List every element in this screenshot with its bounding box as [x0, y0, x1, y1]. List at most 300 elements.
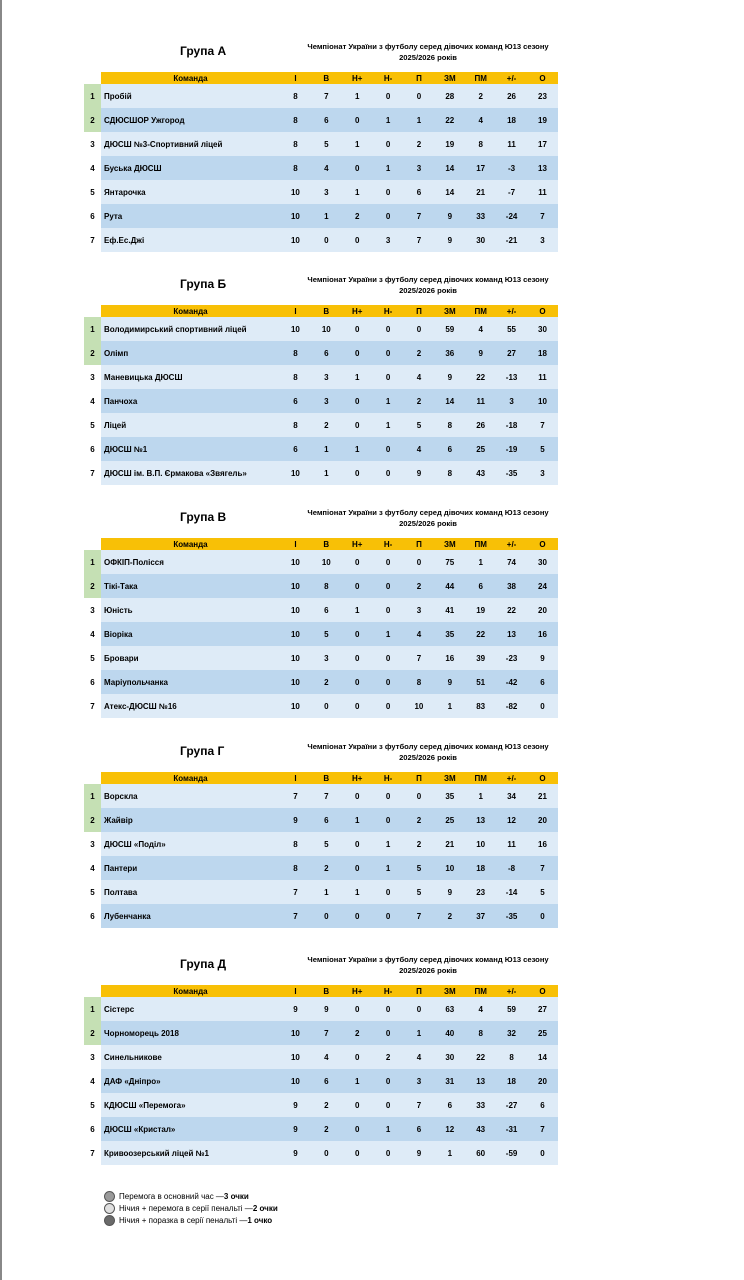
column-header: ЗМ	[434, 985, 465, 997]
column-header: В	[311, 305, 342, 317]
stat-cell: 8	[280, 132, 311, 156]
header-row	[84, 72, 558, 84]
stat-cell: 10	[465, 832, 496, 856]
stat-cell: 21	[527, 784, 558, 808]
stat-cell: 5	[404, 856, 435, 880]
stat-cell: 0	[311, 904, 342, 928]
stat-cell: 3	[404, 1069, 435, 1093]
standings-table	[84, 72, 558, 252]
stat-cell: 0	[373, 1141, 404, 1165]
stat-cell: 36	[434, 341, 465, 365]
stat-cell: 1	[342, 180, 373, 204]
stat-cell: 0	[373, 880, 404, 904]
stat-cell: 11	[496, 832, 527, 856]
stat-cell: 10	[280, 598, 311, 622]
team-name-cell: Маневицька ДЮСШ	[101, 365, 280, 389]
team-name-cell: Пантери	[101, 856, 280, 880]
stat-cell: 24	[527, 574, 558, 598]
position-cell: 5	[84, 413, 101, 437]
stat-cell: 55	[496, 317, 527, 341]
stat-cell: 10	[280, 670, 311, 694]
position-cell: 1	[84, 784, 101, 808]
stat-cell: 2	[465, 84, 496, 108]
table-row	[84, 904, 558, 928]
stat-cell: 0	[373, 84, 404, 108]
stat-cell: 27	[496, 341, 527, 365]
column-header: Н-	[373, 538, 404, 550]
stat-cell: 8	[496, 1045, 527, 1069]
stat-cell: 0	[373, 132, 404, 156]
stat-cell: 3	[404, 598, 435, 622]
column-header: П	[404, 985, 435, 997]
position-cell: 1	[84, 997, 101, 1021]
stat-cell: 2	[342, 204, 373, 228]
column-header: П	[404, 305, 435, 317]
table-row	[84, 1141, 558, 1165]
stat-cell: 9	[434, 365, 465, 389]
stat-cell: 13	[465, 808, 496, 832]
stat-cell: 0	[373, 1093, 404, 1117]
stat-cell: 1	[404, 108, 435, 132]
stat-cell: 18	[465, 856, 496, 880]
stat-cell: 2	[434, 904, 465, 928]
stat-cell: 9	[311, 997, 342, 1021]
table-row	[84, 1117, 558, 1141]
stat-cell: 0	[373, 341, 404, 365]
position-cell: 1	[84, 550, 101, 574]
stat-cell: 51	[465, 670, 496, 694]
stat-cell: 4	[465, 108, 496, 132]
group-block	[84, 275, 558, 485]
column-header: І	[280, 772, 311, 784]
header-blank-cell	[84, 72, 101, 84]
stat-cell: 0	[311, 228, 342, 252]
championship-title: Чемпіонат України з футболу серед дівочих команд Ю13 сезону 2025/2026 років	[307, 508, 549, 528]
stat-cell: 2	[311, 1093, 342, 1117]
table-row	[84, 132, 558, 156]
stat-cell: 10	[527, 389, 558, 413]
stat-cell: 5	[527, 437, 558, 461]
stat-cell: 31	[434, 1069, 465, 1093]
stat-cell: 1	[373, 413, 404, 437]
stat-cell: 1	[404, 1021, 435, 1045]
legend-row	[104, 1202, 278, 1214]
stat-cell: 8	[465, 1021, 496, 1045]
stat-cell: 0	[342, 574, 373, 598]
column-header: І	[280, 72, 311, 84]
table-row	[84, 832, 558, 856]
table-row	[84, 413, 558, 437]
stat-cell: 0	[373, 365, 404, 389]
stat-cell: 9	[280, 1117, 311, 1141]
header-blank-cell	[84, 985, 101, 997]
stat-cell: 83	[465, 694, 496, 718]
position-cell: 5	[84, 646, 101, 670]
stat-cell: 8	[434, 461, 465, 485]
column-header: Н-	[373, 305, 404, 317]
stat-cell: 20	[527, 598, 558, 622]
stat-cell: 2	[404, 832, 435, 856]
stat-cell: 33	[465, 204, 496, 228]
team-name-cell: ДЮСШ «Поділ»	[101, 832, 280, 856]
stat-cell: 1	[465, 550, 496, 574]
stat-cell: 6	[311, 808, 342, 832]
legend-text: Нічия + перемога в серії пенальті —	[119, 1203, 253, 1213]
column-header: О	[527, 772, 558, 784]
stat-cell: 7	[280, 904, 311, 928]
stat-cell: 18	[527, 341, 558, 365]
column-header: ПМ	[465, 72, 496, 84]
standings-table	[84, 305, 558, 485]
team-name-cell: Юність	[101, 598, 280, 622]
team-name-cell: ДАФ «Дніпро»	[101, 1069, 280, 1093]
stat-cell: 14	[434, 156, 465, 180]
stat-cell: 0	[342, 622, 373, 646]
group-title: Група В	[180, 510, 227, 524]
column-header: ПМ	[465, 985, 496, 997]
team-name-cell: Маріупольчанка	[101, 670, 280, 694]
stat-cell: 30	[434, 1045, 465, 1069]
stat-cell: 75	[434, 550, 465, 574]
column-header: П	[404, 72, 435, 84]
stat-cell: 0	[342, 228, 373, 252]
stat-cell: -13	[496, 365, 527, 389]
stat-cell: 1	[434, 1141, 465, 1165]
stat-cell: 10	[280, 461, 311, 485]
stat-cell: -35	[496, 461, 527, 485]
stat-cell: 10	[280, 1069, 311, 1093]
stat-cell: 7	[311, 84, 342, 108]
stat-cell: 1	[373, 856, 404, 880]
stat-cell: 7	[527, 856, 558, 880]
stat-cell: 4	[465, 997, 496, 1021]
stat-cell: 10	[311, 550, 342, 574]
position-cell: 5	[84, 180, 101, 204]
position-cell: 4	[84, 856, 101, 880]
legend-points: 2 очки	[252, 1203, 278, 1213]
stat-cell: 0	[373, 784, 404, 808]
stat-cell: 16	[527, 622, 558, 646]
stat-cell: 25	[465, 437, 496, 461]
position-cell: 6	[84, 904, 101, 928]
stat-cell: 6	[527, 670, 558, 694]
team-name-cell: Володимирський спортивний ліцей	[101, 317, 280, 341]
position-cell: 7	[84, 694, 101, 718]
stat-cell: 22	[465, 1045, 496, 1069]
stat-cell: 1	[465, 784, 496, 808]
stat-cell: 14	[434, 389, 465, 413]
table-row	[84, 156, 558, 180]
stat-cell: 0	[342, 832, 373, 856]
table-row	[84, 670, 558, 694]
position-cell: 1	[84, 317, 101, 341]
stat-cell: 6	[465, 574, 496, 598]
stat-cell: 7	[280, 880, 311, 904]
stat-cell: 5	[404, 880, 435, 904]
stat-cell: 0	[342, 389, 373, 413]
stat-cell: 3	[373, 228, 404, 252]
column-header: Команда	[101, 772, 280, 784]
stat-cell: 13	[527, 156, 558, 180]
stat-cell: 8	[280, 856, 311, 880]
stat-cell: 10	[311, 317, 342, 341]
table-row	[84, 808, 558, 832]
stat-cell: 22	[496, 598, 527, 622]
stat-cell: 0	[342, 341, 373, 365]
stat-cell: 1	[342, 1069, 373, 1093]
legend-points: 3 очки	[223, 1191, 249, 1201]
column-header: О	[527, 985, 558, 997]
team-name-cell: Ліцей	[101, 413, 280, 437]
stat-cell: 26	[465, 413, 496, 437]
column-header: Н-	[373, 985, 404, 997]
table-row	[84, 108, 558, 132]
column-header: В	[311, 538, 342, 550]
stat-cell: -24	[496, 204, 527, 228]
stat-cell: -59	[496, 1141, 527, 1165]
stat-cell: 16	[434, 646, 465, 670]
stat-cell: 39	[465, 646, 496, 670]
stat-cell: -21	[496, 228, 527, 252]
stat-cell: -42	[496, 670, 527, 694]
stat-cell: 10	[404, 694, 435, 718]
legend-row	[104, 1190, 278, 1202]
position-cell: 7	[84, 228, 101, 252]
column-header: Н+	[342, 538, 373, 550]
group-header	[84, 508, 558, 538]
stat-cell: 0	[342, 1045, 373, 1069]
team-name-cell: Еф.Ес.Джі	[101, 228, 280, 252]
stat-cell: 1	[342, 808, 373, 832]
stat-cell: 0	[527, 904, 558, 928]
stat-cell: 0	[373, 437, 404, 461]
stat-cell: 2	[404, 808, 435, 832]
column-header: П	[404, 538, 435, 550]
team-name-cell: Чорноморець 2018	[101, 1021, 280, 1045]
stat-cell: 7	[404, 904, 435, 928]
stat-cell: 0	[527, 694, 558, 718]
column-header: Команда	[101, 538, 280, 550]
stat-cell: 0	[342, 904, 373, 928]
column-header: Н+	[342, 772, 373, 784]
stat-cell: 3	[496, 389, 527, 413]
stat-cell: -7	[496, 180, 527, 204]
team-name-cell: Бровари	[101, 646, 280, 670]
column-header: ПМ	[465, 772, 496, 784]
stat-cell: 9	[404, 461, 435, 485]
points-legend	[104, 1190, 278, 1226]
team-name-cell: ДЮСШ ім. В.П. Єрмакова «Звягель»	[101, 461, 280, 485]
column-header: ЗМ	[434, 305, 465, 317]
header-blank-cell	[84, 305, 101, 317]
position-cell: 2	[84, 808, 101, 832]
stat-cell: 5	[404, 413, 435, 437]
stat-cell: 7	[280, 784, 311, 808]
stat-cell: 11	[527, 180, 558, 204]
stat-cell: 10	[280, 204, 311, 228]
stat-cell: 8	[280, 156, 311, 180]
stat-cell: 23	[527, 84, 558, 108]
stat-cell: 2	[404, 389, 435, 413]
stat-cell: 6	[280, 437, 311, 461]
stat-cell: 4	[465, 317, 496, 341]
stat-cell: 5	[311, 622, 342, 646]
stat-cell: 4	[311, 1045, 342, 1069]
stat-cell: 4	[311, 156, 342, 180]
column-header: +/-	[496, 305, 527, 317]
stat-cell: 11	[527, 365, 558, 389]
table-row	[84, 365, 558, 389]
stat-cell: 0	[373, 997, 404, 1021]
table-row	[84, 461, 558, 485]
stat-cell: 30	[527, 550, 558, 574]
stat-cell: 6	[404, 180, 435, 204]
header-blank-cell	[84, 538, 101, 550]
stat-cell: 6	[311, 341, 342, 365]
column-header: О	[527, 72, 558, 84]
stat-cell: 9	[434, 204, 465, 228]
stat-cell: -27	[496, 1093, 527, 1117]
stat-cell: 37	[465, 904, 496, 928]
group-header	[84, 275, 558, 305]
stat-cell: 9	[527, 646, 558, 670]
stat-cell: 0	[342, 1141, 373, 1165]
table-row	[84, 204, 558, 228]
position-cell: 2	[84, 574, 101, 598]
team-name-cell: Сістерс	[101, 997, 280, 1021]
stat-cell: 32	[496, 1021, 527, 1045]
team-name-cell: ОФКІП-Полісся	[101, 550, 280, 574]
stat-cell: 0	[342, 413, 373, 437]
stat-cell: 22	[434, 108, 465, 132]
team-name-cell: Полтава	[101, 880, 280, 904]
table-row	[84, 694, 558, 718]
stat-cell: 40	[434, 1021, 465, 1045]
stat-cell: 10	[280, 694, 311, 718]
stat-cell: 17	[527, 132, 558, 156]
group-title: Група Г	[180, 744, 225, 758]
position-cell: 7	[84, 1141, 101, 1165]
stat-cell: 1	[342, 84, 373, 108]
standings-table	[84, 538, 558, 718]
stat-cell: 10	[280, 228, 311, 252]
stat-cell: 0	[342, 550, 373, 574]
column-header: ЗМ	[434, 538, 465, 550]
stat-cell: 41	[434, 598, 465, 622]
position-cell: 3	[84, 132, 101, 156]
stat-cell: -3	[496, 156, 527, 180]
stat-cell: 1	[342, 365, 373, 389]
stat-cell: 0	[373, 180, 404, 204]
stat-cell: 0	[527, 1141, 558, 1165]
stat-cell: 0	[342, 646, 373, 670]
stat-cell: 19	[465, 598, 496, 622]
stat-cell: 3	[311, 365, 342, 389]
stat-cell: 0	[373, 670, 404, 694]
stat-cell: 0	[373, 574, 404, 598]
group-header	[84, 742, 558, 772]
stat-cell: 0	[404, 550, 435, 574]
stat-cell: 0	[342, 694, 373, 718]
stat-cell: 9	[404, 1141, 435, 1165]
stat-cell: 6	[404, 1117, 435, 1141]
team-name-cell: Жайвір	[101, 808, 280, 832]
legend-row	[104, 1214, 278, 1226]
column-header: Н+	[342, 72, 373, 84]
stat-cell: 1	[311, 880, 342, 904]
stat-cell: 13	[465, 1069, 496, 1093]
stat-cell: -18	[496, 413, 527, 437]
stat-cell: 43	[465, 461, 496, 485]
stat-cell: 25	[527, 1021, 558, 1045]
stat-cell: 0	[342, 108, 373, 132]
team-name-cell: Атекс-ДЮСШ №16	[101, 694, 280, 718]
stat-cell: 7	[311, 784, 342, 808]
team-name-cell: Олімп	[101, 341, 280, 365]
stat-cell: 4	[404, 437, 435, 461]
team-name-cell: КДЮСШ «Перемога»	[101, 1093, 280, 1117]
stat-cell: 0	[373, 808, 404, 832]
column-header: Команда	[101, 72, 280, 84]
stat-cell: 25	[434, 808, 465, 832]
stat-cell: 8	[434, 413, 465, 437]
stat-cell: 9	[280, 1141, 311, 1165]
stat-cell: 0	[342, 856, 373, 880]
stat-cell: 9	[280, 997, 311, 1021]
stat-cell: 6	[311, 1069, 342, 1093]
stat-cell: 43	[465, 1117, 496, 1141]
column-header: Н+	[342, 985, 373, 997]
column-header: +/-	[496, 985, 527, 997]
stat-cell: 3	[311, 389, 342, 413]
stat-cell: 4	[404, 1045, 435, 1069]
stat-cell: 6	[311, 108, 342, 132]
stat-cell: 1	[311, 461, 342, 485]
standings-table	[84, 985, 558, 1165]
position-cell: 3	[84, 1045, 101, 1069]
stat-cell: 10	[280, 622, 311, 646]
team-name-cell: Буська ДЮСШ	[101, 156, 280, 180]
stat-cell: 10	[280, 550, 311, 574]
position-cell: 7	[84, 461, 101, 485]
stat-cell: 28	[434, 84, 465, 108]
championship-title: Чемпіонат України з футболу серед дівочих команд Ю13 сезону 2025/2026 років	[307, 742, 549, 762]
stat-cell: 1	[434, 694, 465, 718]
team-name-cell: ДЮСШ №3-Спортивний ліцей	[101, 132, 280, 156]
stat-cell: 7	[404, 228, 435, 252]
group-title: Група Д	[180, 957, 226, 971]
stat-cell: 0	[404, 997, 435, 1021]
stat-cell: 11	[465, 389, 496, 413]
stat-cell: 9	[280, 1093, 311, 1117]
stat-cell: 1	[373, 108, 404, 132]
position-cell: 2	[84, 341, 101, 365]
table-row	[84, 622, 558, 646]
stat-cell: 10	[280, 646, 311, 670]
column-header: ПМ	[465, 538, 496, 550]
stat-cell: 0	[342, 461, 373, 485]
column-header: П	[404, 772, 435, 784]
group-title: Група Б	[180, 277, 227, 291]
column-header: ЗМ	[434, 772, 465, 784]
stat-cell: 1	[373, 832, 404, 856]
position-cell: 2	[84, 108, 101, 132]
stat-cell: 21	[434, 832, 465, 856]
group-header	[84, 955, 558, 985]
column-header: І	[280, 985, 311, 997]
stat-cell: -31	[496, 1117, 527, 1141]
stat-cell: -8	[496, 856, 527, 880]
